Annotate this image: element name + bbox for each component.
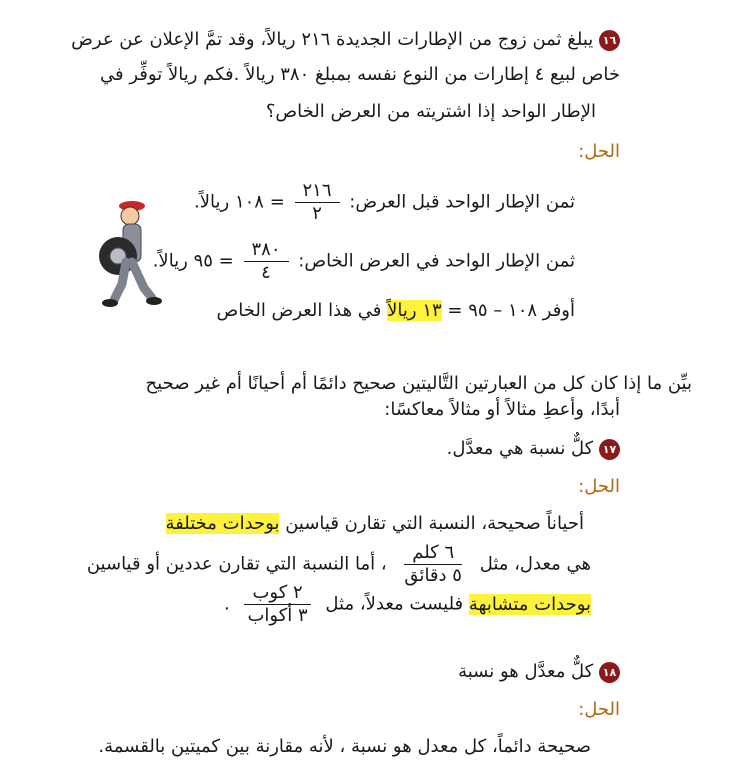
intro-line-1: بيِّن ما إذا كان كل من العبارتين التَّاليتين صحيح دائمًا أم أحيانًا أم غير صحيح [145,373,692,394]
q16-line-2: خاص لبيع ٤ إطارات من النوع نفسه بمبلغ ٣٨٠ ريالاً .فكم ريالاً توفِّر في [100,64,620,85]
q17-line-3: بوحدات متشابهة فليست معدلاً، مثل $\frac{\text{٢ كوب}}{\text{٣ أكواب}}$ . [223,582,591,626]
q16-before-price: ثمن الإطار الواحد قبل العرض: $\frac{٢١٦}{٢}$ = ١٠٨ ريالاً. [194,180,575,224]
q18-number-badge: ١٨ [599,662,620,683]
q16-line-3: الإطار الواحد إذا اشتريته من العرض الخاص؟ [265,101,596,122]
q16-before-fraction: $\frac{٢١٦}{٢}$ [295,180,340,225]
q17-solution-label: الحل: [578,476,620,497]
q17-number-badge: ١٧ [599,439,620,460]
q17-line-2: هي معدل، مثل $\frac{\text{٦ كلم}}{\text{٥ دقائق}}$ ، أما النسبة التي تقارن عددين أو قياسين [86,542,591,586]
q18-answer: صحيحة دائماً، كل معدل هو نسبة ، لأنه مقارنة بين كميتين بالقسمة. [98,736,591,757]
q18-statement: ١٨ كلٌّ معدَّل هو نسبة [458,659,620,685]
q17-highlight-similar-units: بوحدات متشابهة [468,593,591,615]
mechanic-tire-illustration [96,200,164,308]
q17-statement: ١٧ كلٌّ نسبة هي معدَّل. [447,436,620,462]
q17-fraction-km-minutes: $\frac{\text{٦ كلم}}{\text{٥ دقائق}}$ [404,542,462,586]
q16-savings-highlight: ١٣ ريالاً [387,300,442,321]
q17-highlight-different-units: بوحدات مختلفة [165,513,280,534]
q17-fraction-cups: $\frac{\text{٢ كوب}}{\text{٣ أكواب}}$ [239,582,315,627]
q16-special-fraction: $\frac{٣٨٠}{٤}$ [244,239,289,284]
q16-solution-label: الحل: [578,141,620,162]
q16-number-badge: ١٦ [599,30,620,51]
q16-line-1: ١٦ يبلغ ثمن زوج من الإطارات الجديدة ٢١٦ ريالاً، وقد تمَّ الإعلان عن عرض [71,27,620,53]
q16-savings: أوفر ١٠٨ – ٩٥ = ١٣ ريالاً في هذا العرض الخاص [216,300,575,321]
q16-special-price: ثمن الإطار الواحد في العرض الخاص: $\frac{٣٨٠}{٤}$ = ٩٥ ريالاً. [152,239,575,283]
q18-solution-label: الحل: [578,699,620,720]
intro-line-2: أبدًا، وأعطِ مثالاً أو مثالاً معاكسًا: [384,399,620,420]
q17-line-1: أحياناً صحيحة، النسبة التي تقارن قياسين بوحدات مختلفة [165,513,584,534]
